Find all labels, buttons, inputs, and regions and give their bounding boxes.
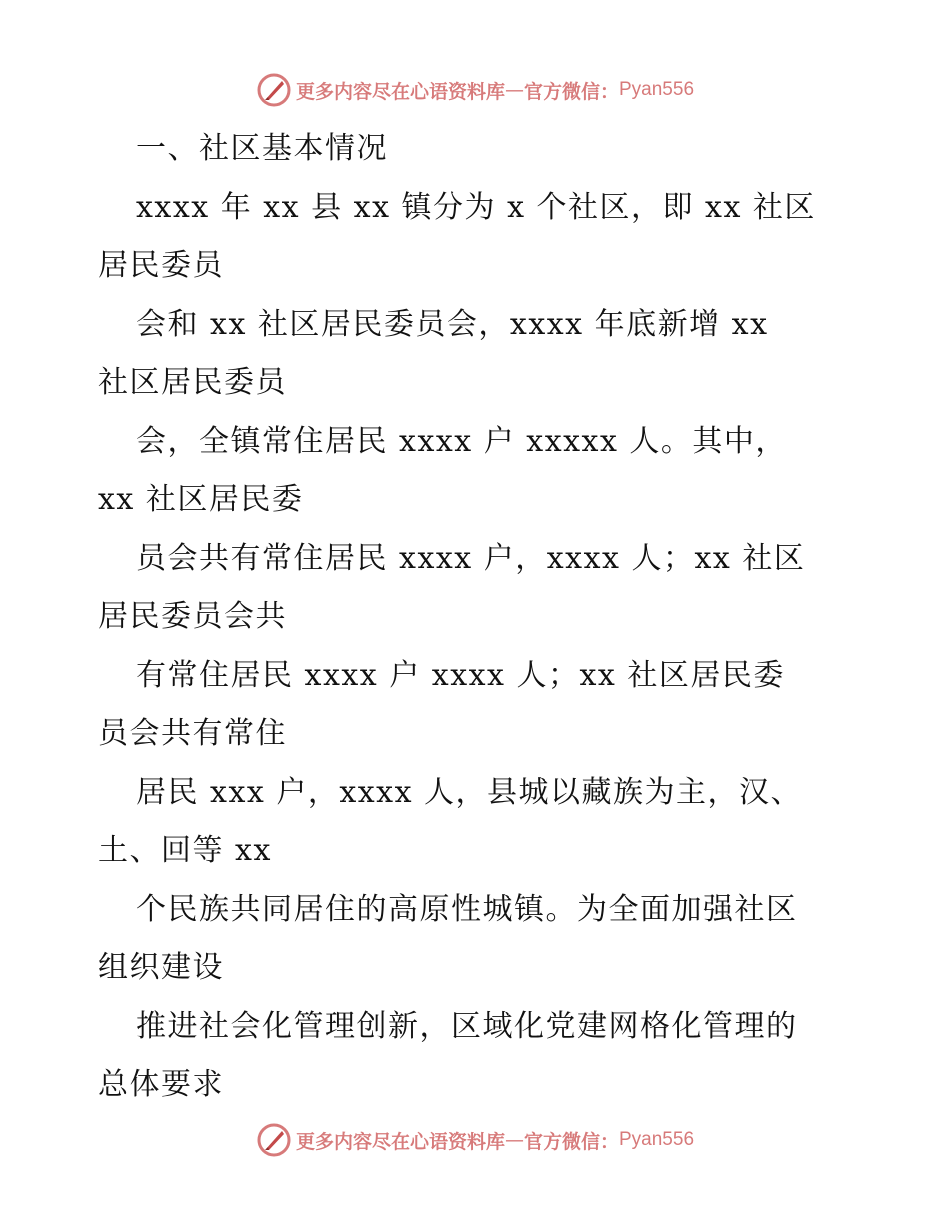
body-line: 会，全镇常住居民 xxxx 户 xxxxx 人。其中， <box>136 423 787 459</box>
watermark-account: Pyan556 <box>619 79 695 100</box>
body-line: 会和 xx 社区居民委员会，xxxx 年底新增 xx <box>136 306 769 342</box>
section-heading: 一、社区基本情况 <box>136 131 388 166</box>
body-line: 推进社会化管理创新，区域化党建网格化管理的 <box>136 1008 798 1044</box>
watermark-account: Pyan556 <box>619 1129 695 1150</box>
quill-pen-logo-icon <box>256 1122 292 1158</box>
body-line: 居民 xxx 户，xxxx 人，县城以藏族为主，汉、 <box>136 774 803 810</box>
watermark-separator: — <box>504 1129 524 1151</box>
body-line: 组织建设 <box>98 950 224 985</box>
body-line: 居民委员会共 <box>98 599 287 634</box>
body-line: 员会共有常住 <box>98 716 287 751</box>
body-line: 居民委员 <box>98 248 224 283</box>
quill-pen-logo-icon <box>256 72 292 108</box>
body-line: 有常住居民 xxxx 户 xxxx 人；xx 社区居民委 <box>136 657 785 693</box>
body-line: xxxx 年 xx 县 xx 镇分为 x 个社区，即 xx 社区 <box>136 189 816 225</box>
body-line: 员会共有常住居民 xxxx 户，xxxx 人；xx 社区 <box>136 540 806 576</box>
watermark-text: 更多内容尽在心语资料库 <box>295 80 505 103</box>
watermark-official: 官方微信： <box>523 80 619 103</box>
body-line: 社区居民委员 <box>98 365 287 400</box>
body-line: 土、回等 xx <box>98 833 272 868</box>
header-watermark <box>0 70 950 110</box>
body-line: xx 社区居民委 <box>98 482 304 517</box>
watermark-separator: — <box>504 79 524 101</box>
document-body <box>98 120 858 1115</box>
footer-watermark <box>0 1120 950 1160</box>
body-line: 个民族共同居住的高原性城镇。为全面加强社区 <box>136 891 798 927</box>
body-line: 总体要求 <box>98 1067 224 1102</box>
watermark-text: 更多内容尽在心语资料库 <box>295 1130 505 1153</box>
watermark-official: 官方微信： <box>523 1130 619 1153</box>
